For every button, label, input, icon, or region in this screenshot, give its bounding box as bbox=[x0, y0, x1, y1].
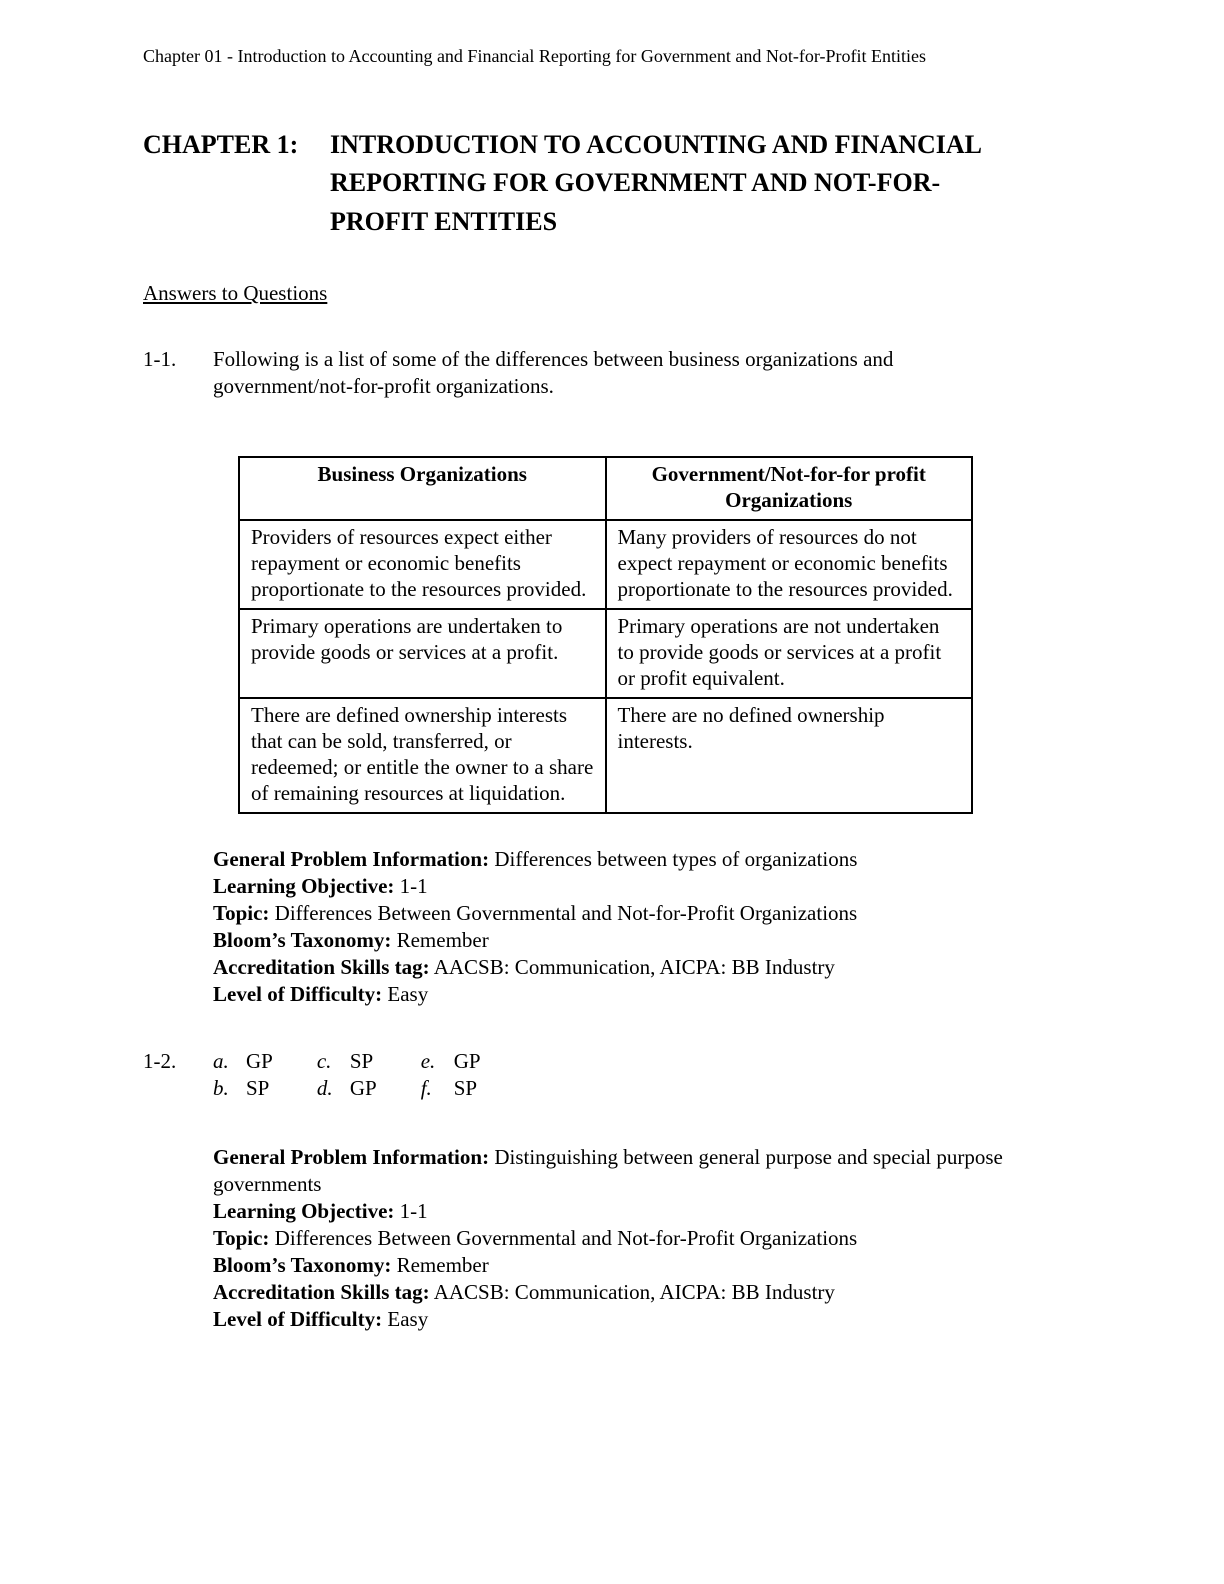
answer-value: GP bbox=[349, 1076, 377, 1100]
meta-line bbox=[213, 1144, 1043, 1198]
meta-value: Distinguishing between general purpose and special purpose governments bbox=[213, 1145, 1003, 1196]
meta-line bbox=[213, 927, 1043, 954]
table-header-business: Business Organizations bbox=[239, 457, 606, 520]
meta-label: Bloom’s Taxonomy: bbox=[213, 1253, 392, 1277]
table-cell-business-2: Primary operations are undertaken to provide goods or services at a profit. bbox=[239, 609, 606, 698]
answers-grid bbox=[213, 1048, 1078, 1102]
meta-label: General Problem Information: bbox=[213, 1145, 490, 1169]
chapter-title bbox=[143, 126, 1078, 241]
meta-label: Level of Difficulty: bbox=[213, 982, 383, 1006]
meta-line bbox=[213, 873, 1043, 900]
answer-letter: e. bbox=[420, 1049, 436, 1073]
meta-line bbox=[213, 846, 1043, 873]
meta-value: Easy bbox=[382, 1307, 429, 1331]
table-cell-government-3: There are no defined ownership interests. bbox=[606, 698, 973, 813]
table-header-government: Government/Not-for-for profit Organizations bbox=[606, 457, 973, 520]
problem-info-block-1-1 bbox=[213, 846, 1043, 1008]
answer-value: SP bbox=[453, 1076, 478, 1100]
answer-value: GP bbox=[246, 1049, 273, 1073]
table-cell-government-1: Many providers of resources do not expect repayment or economic benefits proportionate to the resources provided. bbox=[606, 520, 973, 609]
meta-value: AACSB: Communication, AICPA: BB Industry bbox=[429, 1280, 835, 1304]
chapter-label: CHAPTER 1: bbox=[143, 129, 299, 159]
table-cell-business-1: Providers of resources expect either repayment or economic benefits proportionate to the resources provided. bbox=[239, 520, 606, 609]
table-row bbox=[239, 520, 972, 609]
answer-letter: c. bbox=[316, 1049, 332, 1073]
meta-value: Remember bbox=[391, 928, 489, 952]
meta-label: Level of Difficulty: bbox=[213, 1307, 383, 1331]
answer-item-d bbox=[317, 1075, 377, 1102]
meta-line bbox=[213, 900, 1043, 927]
table-row bbox=[239, 609, 972, 698]
running-head: Chapter 01 - Introduction to Accounting and Financial Reporting for Government and Not-for-Profit Entities bbox=[143, 46, 926, 66]
comparison-table bbox=[238, 456, 973, 814]
meta-line bbox=[213, 1252, 1043, 1279]
meta-value: Easy bbox=[382, 982, 429, 1006]
question-1-1-body bbox=[213, 346, 1078, 1008]
answer-item-c bbox=[317, 1048, 377, 1075]
answer-value: GP bbox=[453, 1049, 481, 1073]
meta-line bbox=[213, 1279, 1043, 1306]
answer-value: SP bbox=[246, 1076, 270, 1100]
meta-label: Accreditation Skills tag: bbox=[213, 1280, 430, 1304]
answer-item-a bbox=[213, 1048, 273, 1075]
meta-line bbox=[213, 1225, 1043, 1252]
answer-letter: b. bbox=[213, 1076, 229, 1100]
table-header-row bbox=[239, 457, 972, 520]
table-row bbox=[239, 698, 972, 813]
question-1-2-number: 1-2. bbox=[143, 1049, 177, 1073]
table-cell-government-2: Primary operations are not undertaken to provide goods or services at a profit or profit equivalent. bbox=[606, 609, 973, 698]
meta-value: Remember bbox=[391, 1253, 489, 1277]
meta-label: Accreditation Skills tag: bbox=[213, 955, 430, 979]
meta-label: Learning Objective: bbox=[213, 1199, 395, 1223]
problem-info-block-1-2 bbox=[213, 1144, 1043, 1333]
meta-value: Differences Between Governmental and Not-for-Profit Organizations bbox=[269, 901, 858, 925]
meta-label: Bloom’s Taxonomy: bbox=[213, 928, 392, 952]
meta-line bbox=[213, 1306, 1043, 1333]
answer-letter: d. bbox=[316, 1076, 333, 1100]
meta-line bbox=[213, 954, 1043, 981]
answer-item-e bbox=[421, 1048, 481, 1075]
meta-value: Differences Between Governmental and Not-for-Profit Organizations bbox=[269, 1226, 858, 1250]
answer-letter: a. bbox=[213, 1049, 229, 1073]
meta-value: 1-1 bbox=[394, 874, 428, 898]
chapter-title-line-1: INTRODUCTION TO ACCOUNTING AND FINANCIAL bbox=[330, 129, 983, 159]
answer-item-f bbox=[421, 1075, 481, 1102]
answer-value: SP bbox=[349, 1049, 374, 1073]
table-cell-business-3: There are defined ownership interests that can be sold, transferred, or redeemed; or entitle the owner to a share of remaining resources at liquidation. bbox=[239, 698, 606, 813]
meta-label: Topic: bbox=[213, 1226, 270, 1250]
meta-label: Learning Objective: bbox=[213, 874, 395, 898]
chapter-title-line-3: PROFIT ENTITIES bbox=[330, 206, 558, 236]
meta-value: AACSB: Communication, AICPA: BB Industry bbox=[429, 955, 835, 979]
question-1-2 bbox=[143, 1048, 1078, 1333]
question-1-1 bbox=[143, 346, 1078, 1008]
question-1-1-intro: Following is a list of some of the differences between business organizations and government/not-for-profit organizations. bbox=[213, 347, 894, 398]
meta-value: 1-1 bbox=[394, 1199, 428, 1223]
meta-line bbox=[213, 1198, 1043, 1225]
meta-line bbox=[213, 981, 1043, 1008]
meta-label: General Problem Information: bbox=[213, 847, 490, 871]
question-1-1-number: 1-1. bbox=[143, 347, 177, 371]
answer-letter: f. bbox=[420, 1076, 432, 1100]
question-1-2-body bbox=[213, 1048, 1078, 1333]
answer-item-b bbox=[213, 1075, 273, 1102]
section-heading: Answers to Questions bbox=[143, 281, 328, 305]
meta-label: Topic: bbox=[213, 901, 270, 925]
chapter-title-line-2: REPORTING FOR GOVERNMENT AND NOT-FOR- bbox=[330, 168, 941, 198]
chapter-title-text bbox=[330, 126, 982, 241]
meta-value: Differences between types of organizations bbox=[489, 847, 858, 871]
